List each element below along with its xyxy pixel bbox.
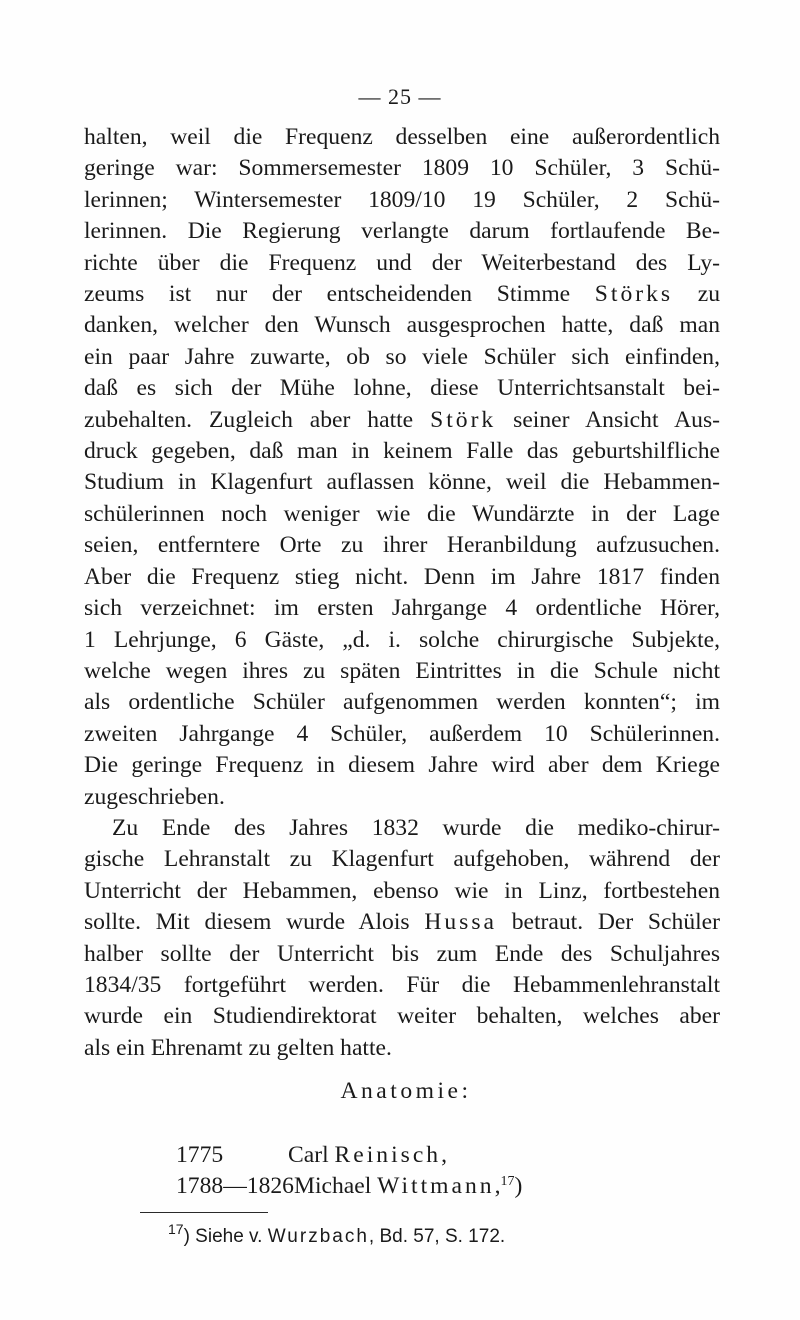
entry-name bbox=[288, 1142, 447, 1168]
footnote-prefix: ) Siehe v. bbox=[183, 1226, 268, 1247]
text-fragment: sollte. Mit diesem wurde Alois bbox=[84, 909, 425, 936]
list-item bbox=[176, 1140, 522, 1171]
body-text bbox=[84, 122, 720, 1064]
text-fragment: betraut. Der Schüler bbox=[497, 909, 720, 936]
text-line: lerinnen; Wintersemester 1809/10 19 Schüler, 2 Schü- bbox=[84, 186, 720, 213]
text-line: gische Lehranstalt zu Klagenfurt aufgehoben, während der bbox=[84, 846, 720, 873]
text-line: sich verzeichnet: im ersten Jahrgange 4 ordentliche Hörer, bbox=[84, 595, 720, 622]
text-line: druck gegeben, daß man in keinem Falle das geburtshilfliche bbox=[84, 438, 720, 465]
footnote-divider bbox=[140, 1212, 268, 1213]
text-line: danken, welcher den Wunsch ausgesprochen hatte, daß man bbox=[84, 312, 720, 339]
text-fragment: zu bbox=[673, 281, 720, 308]
text-line bbox=[84, 405, 720, 436]
text-line: seien, entferntere Orte zu ihrer Heranbildung aufzusuchen. bbox=[84, 532, 720, 559]
text-line: lerinnen. Die Regierung verlangte darum fortlaufende Be- bbox=[84, 218, 720, 245]
entry-punct: , bbox=[494, 1173, 501, 1200]
text-line: schülerinnen noch weniger wie die Wundärzte in der Lage bbox=[84, 500, 720, 527]
text-line: welche wegen ihres zu späten Eintrittes in die Schule nicht bbox=[84, 657, 720, 684]
text-line: halber sollte der Unterricht bis zum Ende des Schuljahres bbox=[84, 940, 720, 967]
list-item bbox=[176, 1171, 522, 1202]
text-line: als ordentliche Schüler aufgenommen werden konnten“; im bbox=[84, 689, 720, 716]
text-line: zweiten Jahrgange 4 Schüler, außerdem 10 Schülerinnen. bbox=[84, 720, 720, 747]
spaced-name-stoerk: Störk bbox=[430, 406, 497, 433]
text-line: 1 Lehrjunge, 6 Gäste, „d. i. solche chirurgische Subjekte, bbox=[84, 626, 720, 653]
text-line: Die geringe Frequenz in diesem Jahre wird aber dem Kriege bbox=[84, 752, 720, 779]
footnote-author: Wurzbach bbox=[267, 1226, 369, 1247]
entry-list bbox=[176, 1140, 522, 1203]
entry-years: 1775 bbox=[176, 1142, 224, 1168]
entry-last-name: Reinisch bbox=[334, 1142, 442, 1168]
section-title: Anatomie: bbox=[340, 1078, 472, 1104]
text-line bbox=[84, 907, 720, 938]
text-line: daß es sich der Mühe lohne, diese Unterrichtsanstalt bei- bbox=[84, 375, 720, 402]
spaced-name-hussa: Hussa bbox=[424, 909, 497, 936]
text-line: Aber die Frequenz stieg nicht. Denn im Jahre 1817 finden bbox=[84, 563, 720, 590]
text-line: als ein Ehrenamt zu gelten hatte. bbox=[84, 1034, 392, 1061]
entry-first-name: Carl bbox=[288, 1142, 335, 1168]
footnote-marker: 17 bbox=[168, 1221, 184, 1237]
entry-first-name: Michael bbox=[293, 1173, 378, 1200]
text-line bbox=[84, 279, 720, 310]
footnote-reference: 17 bbox=[500, 1174, 515, 1190]
text-line: wurde ein Studiendirektorat weiter behalten, welches aber bbox=[84, 1003, 720, 1030]
text-line: Zu Ende des Jahres 1832 wurde die mediko-chirur- bbox=[112, 814, 720, 841]
entry-punct: ) bbox=[514, 1173, 523, 1200]
spaced-name-stoerks: Störks bbox=[594, 281, 674, 308]
entry-years: 1788—1826 bbox=[176, 1173, 294, 1200]
entry-punct: , bbox=[441, 1142, 448, 1168]
text-line: halten, weil die Frequenz desselben eine außerordentlich bbox=[84, 124, 720, 150]
text-line: 1834/35 fortgeführt werden. Für die Hebammenlehranstalt bbox=[84, 971, 720, 998]
text-line: geringe war: Sommersemester 1809 10 Schüler, 3 Schü- bbox=[84, 155, 720, 182]
entry-last-name: Wittmann bbox=[377, 1173, 495, 1200]
entry-name bbox=[294, 1173, 522, 1199]
text-fragment: zeums ist nur der entscheidenden Stimme bbox=[84, 281, 595, 308]
text-line: Studium in Klagenfurt auflassen könne, weil die Hebammen- bbox=[84, 469, 720, 496]
page-number: — 25 — bbox=[358, 84, 442, 109]
text-line: richte über die Frequenz und der Weiterbestand des Ly- bbox=[84, 249, 720, 276]
text-fragment: zubehalten. Zugleich aber hatte bbox=[84, 406, 431, 433]
text-line: ein paar Jahre zuwarte, ob so viele Schüler sich einfinden, bbox=[84, 343, 720, 370]
text-line: zugeschrieben. bbox=[84, 783, 225, 810]
text-fragment: seiner Ansicht Aus- bbox=[496, 406, 721, 433]
footnote bbox=[168, 1221, 506, 1248]
footnote-suffix: , Bd. 57, S. 172. bbox=[368, 1226, 506, 1247]
text-line: Unterricht der Hebammen, ebenso wie in Linz, fortbestehen bbox=[84, 877, 720, 904]
